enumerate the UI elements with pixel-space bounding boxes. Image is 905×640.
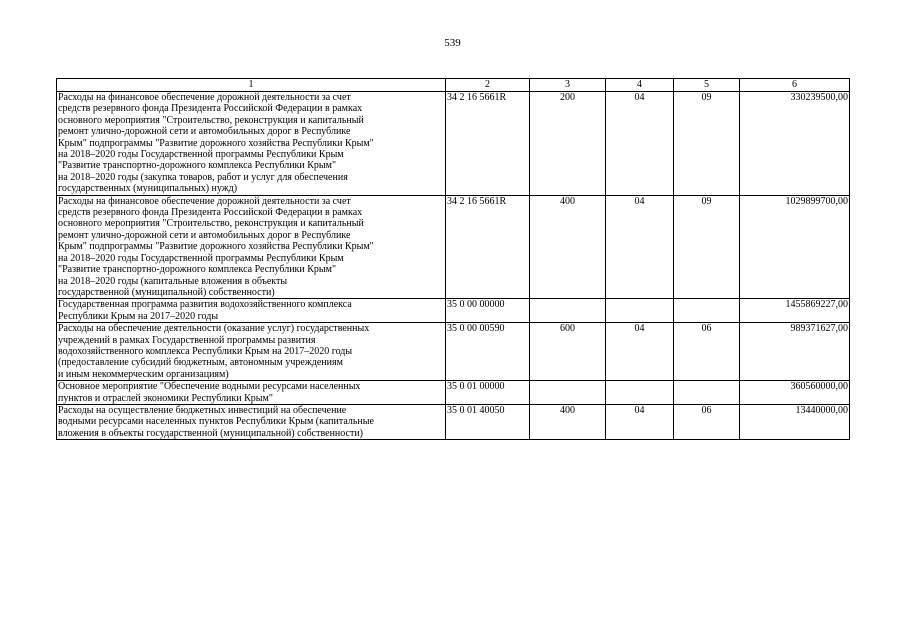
row-expense-type: 600 — [530, 323, 606, 381]
column-header-5: 5 — [674, 79, 740, 92]
table-row — [57, 404, 850, 439]
row-description — [57, 195, 446, 299]
row-expense-type: 400 — [530, 195, 606, 299]
description-line: основного мероприятия "Строительство, реконструкция и капитальный — [58, 114, 364, 126]
row-code: 34 2 16 5661R — [446, 195, 530, 299]
budget-table — [56, 78, 850, 440]
description-line: на 2018–2020 годы (капитальные вложения в объекты — [58, 275, 288, 287]
table-header-row — [57, 79, 850, 92]
row-subsection: 09 — [674, 92, 740, 196]
row-amount: 13440000,00 — [740, 404, 850, 439]
description-line: (предоставление субсидий бюджетным, автономным учреждениям — [58, 357, 343, 369]
description-line: водохозяйственного комплекса Республики Крым на 2017–2020 годы — [58, 345, 353, 357]
description-line: ремонт улично-дорожной сети и автомобильных дорог в Республике — [58, 229, 351, 241]
row-subsection: 06 — [674, 404, 740, 439]
description-line: водными ресурсами населенных пунктов Республики Крым (капитальные — [58, 416, 374, 428]
row-subsection — [674, 299, 740, 323]
column-header-1: 1 — [57, 79, 446, 92]
table-row — [57, 299, 850, 323]
row-expense-type: 400 — [530, 404, 606, 439]
table-row — [57, 381, 850, 405]
table-row — [57, 195, 850, 299]
row-code: 35 0 00 00000 — [446, 299, 530, 323]
description-line: Крым" подпрограммы "Развитие дорожного хозяйства Республики Крым" — [58, 137, 374, 149]
description-line: "Развитие транспортно-дорожного комплекса Республики Крым" — [58, 160, 337, 172]
row-amount: 330239500,00 — [740, 92, 850, 196]
description-line: Республики Крым на 2017–2020 годы — [58, 310, 219, 322]
description-line: Государственная программа развития водохозяйственного комплекса — [58, 299, 352, 311]
description-line: на 2018–2020 годы Государственной программы Республики Крым — [58, 252, 344, 264]
row-code: 35 0 00 00590 — [446, 323, 530, 381]
row-subsection — [674, 381, 740, 405]
description-line: Расходы на финансовое обеспечение дорожной деятельности за счет — [58, 92, 351, 103]
row-code: 35 0 01 40050 — [446, 404, 530, 439]
row-section: 04 — [606, 323, 674, 381]
row-description — [57, 404, 446, 439]
row-description — [57, 92, 446, 196]
row-code: 35 0 01 00000 — [446, 381, 530, 405]
row-description — [57, 323, 446, 381]
description-line: ремонт улично-дорожной сети и автомобильных дорог в Республике — [58, 126, 351, 138]
description-line: Расходы на финансовое обеспечение дорожной деятельности за счет — [58, 195, 351, 207]
row-amount: 1455869227,00 — [740, 299, 850, 323]
row-section: 04 — [606, 92, 674, 196]
description-line: вложения в объекты государственной (муниципальной) собственности) — [58, 427, 364, 439]
column-header-6: 6 — [740, 79, 850, 92]
row-expense-type: 200 — [530, 92, 606, 196]
description-line: Расходы на осуществление бюджетных инвестиций на обеспечение — [58, 404, 347, 416]
row-amount: 1029899700,00 — [740, 195, 850, 299]
description-line: средств резервного фонда Президента Российской Федерации в рамках — [58, 207, 363, 219]
description-line: учреждений в рамках Государственной программы развития — [58, 334, 316, 346]
description-line: и иным некоммерческим организациям) — [58, 368, 229, 380]
column-header-2: 2 — [446, 79, 530, 92]
row-amount: 989371627,00 — [740, 323, 850, 381]
description-line: на 2018–2020 годы Государственной программы Республики Крым — [58, 149, 344, 161]
row-amount: 360560000,00 — [740, 381, 850, 405]
column-header-3: 3 — [530, 79, 606, 92]
description-line: Основное мероприятие "Обеспечение водными ресурсами населенных — [58, 381, 361, 393]
row-section: 04 — [606, 404, 674, 439]
row-description — [57, 381, 446, 405]
description-line: Расходы на обеспечение деятельности (оказание услуг) государственных — [58, 323, 370, 335]
row-section: 04 — [606, 195, 674, 299]
row-description — [57, 299, 446, 323]
page-number: 539 — [444, 37, 461, 49]
row-section — [606, 381, 674, 405]
description-line: основного мероприятия "Строительство, реконструкция и капитальный — [58, 218, 364, 230]
description-line: государственных (муниципальных) нужд) — [58, 183, 238, 195]
row-expense-type — [530, 381, 606, 405]
row-subsection: 09 — [674, 195, 740, 299]
description-line: "Развитие транспортно-дорожного комплекса Республики Крым" — [58, 264, 337, 276]
row-section — [606, 299, 674, 323]
description-line: пунктов и отраслей экономики Республики Крым" — [58, 392, 273, 404]
description-line: средств резервного фонда Президента Российской Федерации в рамках — [58, 103, 363, 115]
row-expense-type — [530, 299, 606, 323]
table-row — [57, 92, 850, 196]
description-line: на 2018–2020 годы (закупка товаров, работ и услуг для обеспечения — [58, 171, 348, 183]
table-row — [57, 323, 850, 381]
description-line: государственной (муниципальной) собственности) — [58, 286, 275, 298]
column-header-4: 4 — [606, 79, 674, 92]
description-line: Крым" подпрограммы "Развитие дорожного хозяйства Республики Крым" — [58, 241, 374, 253]
row-code: 34 2 16 5661R — [446, 92, 530, 196]
row-subsection: 06 — [674, 323, 740, 381]
